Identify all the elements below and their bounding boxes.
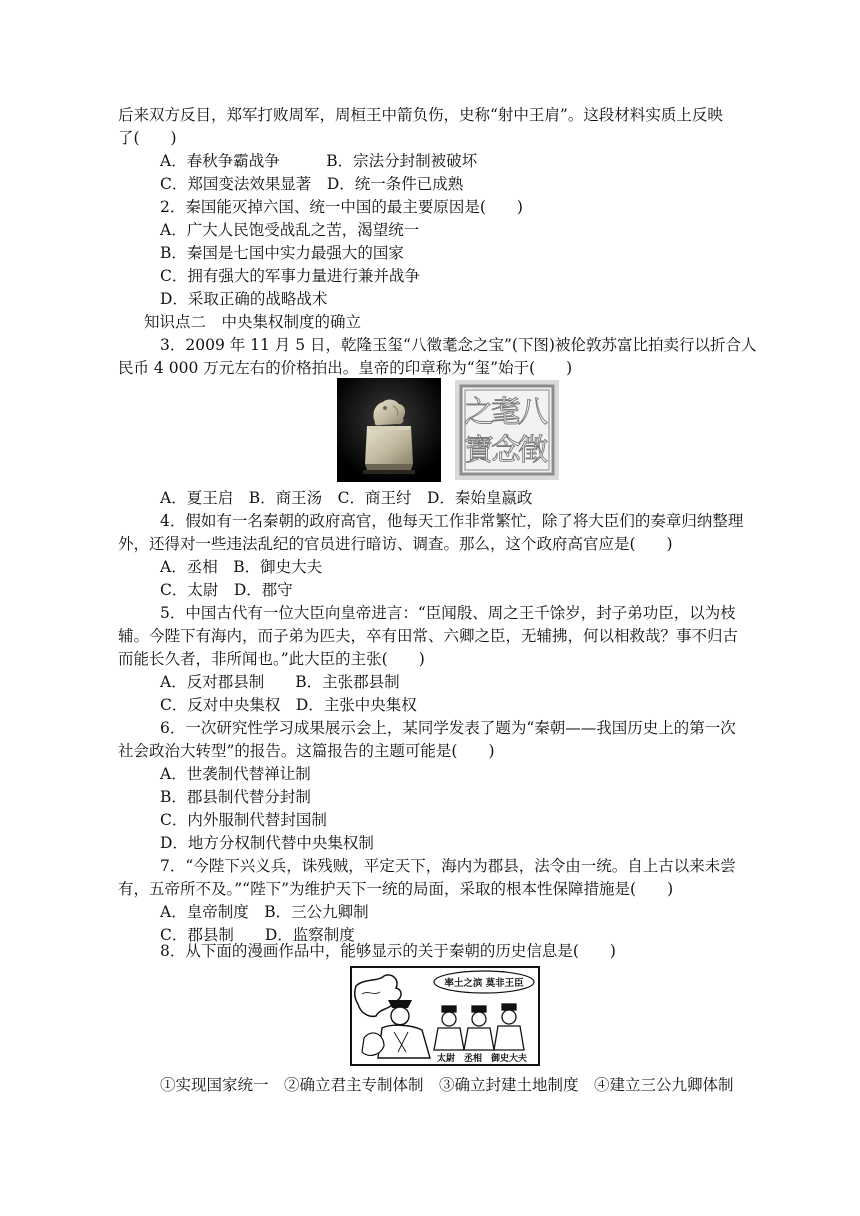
q6-stem-line1: 6．一次研究性学习成果展示会上，某同学发表了题为“秦朝——我国历史上的第一次 xyxy=(160,719,736,737)
q7-options-cd: C．郡县制 D．监察制度 xyxy=(160,926,355,944)
q5-stem-line1: 5．中国古代有一位大臣向皇帝进言：“臣闻殷、周之王千馀岁，封子弟功臣，以为枝 xyxy=(160,604,736,622)
q2-stem: 2．秦国能灭掉六国、统一中国的最主要原因是( ) xyxy=(160,198,523,216)
jade-seal-photo xyxy=(337,378,441,482)
seal-char-1: 八 xyxy=(518,395,548,430)
q6-option-d: D．地方分权制代替中央集权制 xyxy=(160,834,374,852)
qin-cartoon-image xyxy=(350,966,540,1066)
q8-items: ①实现国家统一 ②确立君主专制体制 ③确立封建土地制度 ④建立三公九卿体制 xyxy=(160,1076,734,1094)
q6-option-b: B．郡县制代替分封制 xyxy=(160,788,311,806)
q2-option-c: C．拥有强大的军事力量进行兼并战争 xyxy=(160,267,420,285)
q1-options-ab: A．春秋争霸战争 B．宗法分封制被破坏 xyxy=(160,152,478,170)
q6-stem-line2: 社会政治大转型”的报告。这篇报告的主题可能是( ) xyxy=(118,742,495,760)
section-heading: 知识点二 中央集权制度的确立 xyxy=(144,313,362,331)
seal-char-6: 寶 xyxy=(464,433,494,468)
q7-options-ab: A．皇帝制度 B．三公九卿制 xyxy=(160,903,369,921)
cartoon-bubble-text: 率土之滨 莫非王臣 xyxy=(444,978,524,989)
q3-options: A．夏王启 B．商王汤 C．商王纣 D．秦始皇嬴政 xyxy=(160,489,533,507)
q3-stem-line2: 民币 4 000 万元左右的价格拍出。皇帝的印章称为“玺”始于( ) xyxy=(118,359,573,377)
q5-options-cd: C．反对中央集权 D．主张中央集权 xyxy=(160,696,417,714)
seal-char-2: 徵 xyxy=(518,433,548,468)
q3-stem-line1: 3．2009 年 11 月 5 日，乾隆玉玺“八徵耄念之宝”(下图)被伦敦苏富比拍卖行以折合人 xyxy=(160,336,757,354)
q5-options-ab: A．反对郡县制 B．主张郡县制 xyxy=(160,673,400,691)
q7-stem-line2: 有，五帝所不及。”“陛下”为维护天下一统的局面，采取的根本性保障措施是( ) xyxy=(118,880,674,898)
q6-option-c: C．内外服制代替封国制 xyxy=(160,811,327,829)
q6-option-a: A．世袭制代替禅让制 xyxy=(160,765,311,783)
q4-options-ab: A．丞相 B．御史大夫 xyxy=(160,558,323,576)
jade-seal-illustration xyxy=(337,378,441,482)
q5-stem-line3: 而能长久者，非所闻也。”此大臣的主张( ) xyxy=(118,650,425,668)
q1-stem-line1: 后来双方反目，郑军打败周军，周桓王中箭负伤，史称“射中王肩”。这段材料实质上反映 xyxy=(118,106,723,124)
cartoon-caption: 太尉 丞相 御史大夫 xyxy=(436,1054,528,1064)
q2-option-d: D．采取正确的战略战术 xyxy=(160,290,328,308)
q4-options-cd: C．太尉 D．郡守 xyxy=(160,581,293,599)
cartoon-svg xyxy=(350,966,540,1066)
q5-stem-line2: 辅。今陛下有海内，而子弟为匹夫，卒有田常、六卿之臣，无辅拂，何以相救哉？事不归古 xyxy=(118,627,739,645)
q2-option-a: A．广大人民饱受战乱之苦，渴望统一 xyxy=(160,221,420,239)
q1-stem-line2: 了( ) xyxy=(118,129,177,147)
q4-stem-line2: 外，还得对一些违法乱纪的官员进行暗访、调查。那么，这个政府高官应是( ) xyxy=(118,535,673,553)
seal-char-5: 之 xyxy=(464,395,494,430)
q4-stem-line1: 4．假如有一名秦朝的政府高官，他每天工作非常繁忙，除了将大臣们的奏章归纳整理 xyxy=(160,512,744,530)
seal-impression-svg xyxy=(455,380,559,480)
q7-stem-line1: 7．“今陛下兴义兵，诛残贼，平定天下，海内为郡县，法令由一统。自上古以来未尝 xyxy=(160,857,736,875)
seal-char-4: 念 xyxy=(491,433,521,468)
seal-impression-image xyxy=(455,380,559,480)
q8-stem: 8．从下面的漫画作品中，能够显示的关于秦朝的历史信息是( ) xyxy=(160,942,616,960)
q1-options-cd: C．郑国变法效果显著 D．统一条件已成熟 xyxy=(160,175,464,193)
seal-char-3: 耄 xyxy=(491,395,521,430)
q2-option-b: B．秦国是七国中实力最强大的国家 xyxy=(160,244,404,262)
